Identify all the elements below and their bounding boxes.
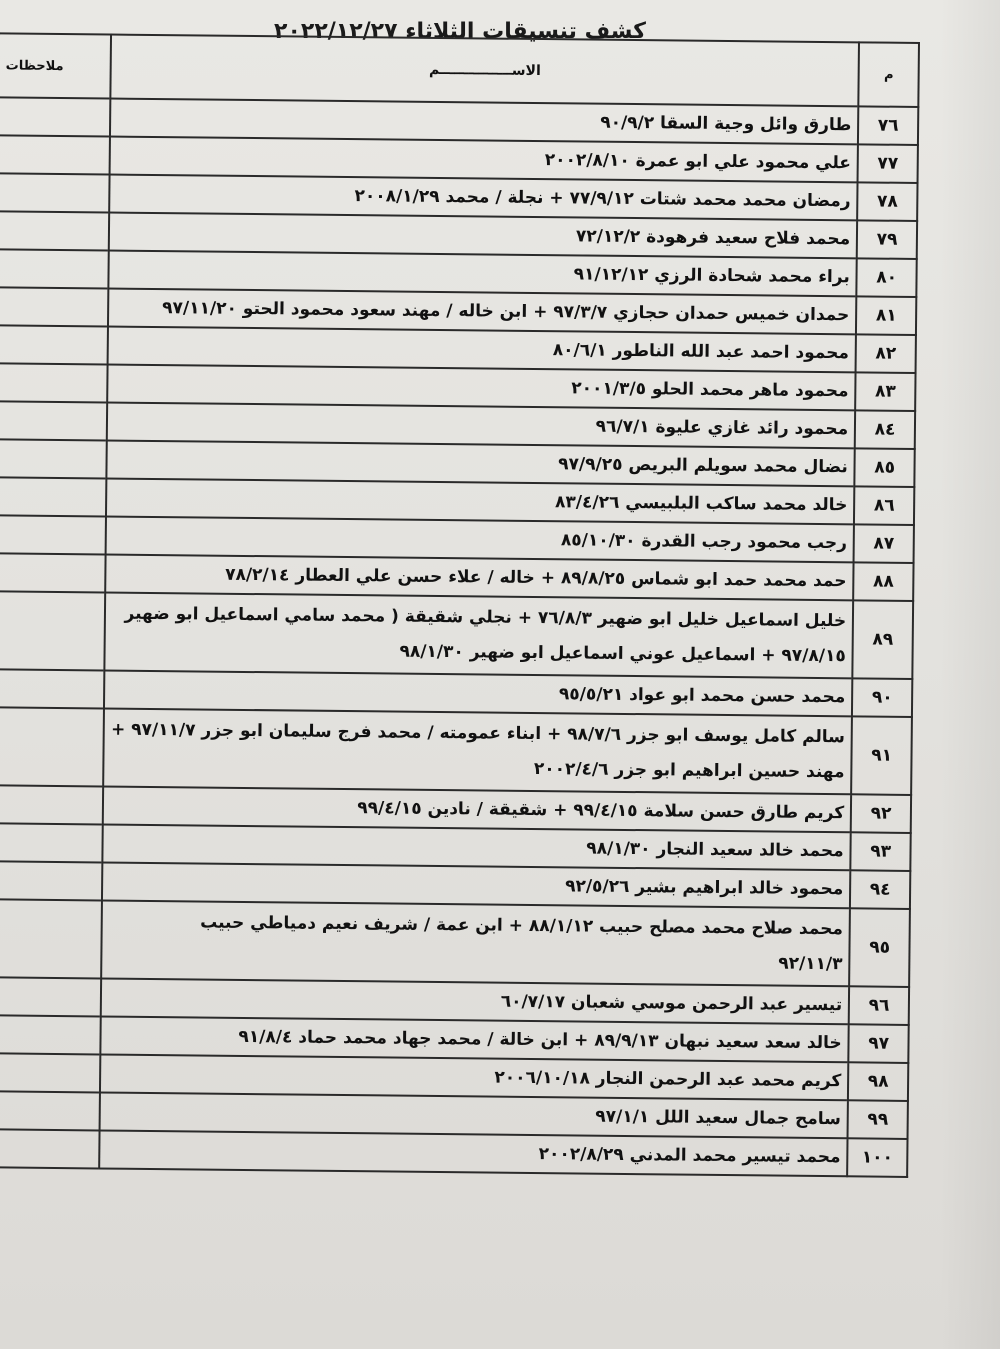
row-number: ٧٩ xyxy=(857,220,917,259)
table-row xyxy=(0,707,912,795)
row-notes-cell xyxy=(0,325,108,364)
row-name-line: سامح جمال سعيد اللل ٩٧/١/١ xyxy=(595,1106,842,1129)
row-notes-cell xyxy=(0,439,107,478)
row-notes-cell xyxy=(0,477,107,516)
row-notes-cell xyxy=(0,401,107,440)
row-notes-cell xyxy=(0,173,110,212)
row-name-line: ٩٧/٨/١٥ + اسماعيل عوني اسماعيل ابو ضهير ٩٨/١/٣٠ xyxy=(399,641,846,667)
row-number: ٩٩ xyxy=(848,1100,908,1139)
document-title: كشف تنسيقات الثلاثاء ٢٠٢٢/١٢/٢٧ xyxy=(274,19,646,44)
row-number: ٩٠ xyxy=(852,678,912,717)
row-name-line: حمد محمد حمد ابو شماس ٨٩/٨/٢٥ + خاله / علاء حسن علي العطار ٧٨/٢/١٤ xyxy=(225,564,847,591)
row-number: ٨١ xyxy=(856,296,916,335)
row-name-line: نضال محمد سويلم البريص ٩٧/٩/٢٥ xyxy=(558,453,848,477)
row-name-line: براء محمد شحادة الرزي ٩١/١٢/١٢ xyxy=(573,263,850,287)
row-name-line: محمد صلاح محمد مصلح حبيب ٨٨/١/١٢ + ابن عمة / شريف نعيم دمياطي حبيب xyxy=(200,912,844,940)
row-notes-cell xyxy=(0,97,111,136)
row-notes-cell xyxy=(0,249,109,288)
row-number: ٩٤ xyxy=(850,870,910,909)
row-notes-cell xyxy=(0,287,109,326)
row-name-line: محمد خالد سعيد النجار ٩٨/١/٣٠ xyxy=(586,838,844,861)
row-number: ٨٨ xyxy=(853,562,913,601)
row-notes-cell xyxy=(0,1129,100,1168)
row-name-cell xyxy=(103,708,852,794)
row-name-line: رجب محمود رجب القدرة ٨٥/١٠/٣٠ xyxy=(560,529,848,553)
table-header-row xyxy=(0,33,919,107)
row-name-line: خليل اسماعيل خليل ابو ضهير ٧٦/٨/٣ + نجلي شقيقة ( محمد سامي اسماعيل ابو ضهير xyxy=(124,603,847,632)
row-notes-cell xyxy=(0,669,105,708)
row-number: ٩٧ xyxy=(849,1024,909,1063)
row-notes-cell xyxy=(0,515,106,554)
row-number: ٩٣ xyxy=(851,832,911,871)
row-name-line: محمد تيسير محمد المدني ٢٠٠٢/٨/٢٩ xyxy=(538,1143,841,1167)
row-notes-cell xyxy=(0,553,106,592)
row-name-line: محمد حسن محمد ابو عواد ٩٥/٥/٢١ xyxy=(558,683,846,707)
names-table xyxy=(0,32,920,1178)
row-name-line: محمود خالد ابراهيم بشير ٩٢/٥/٢٦ xyxy=(565,875,844,899)
row-name-line: حمدان خميس حمدان حجازي ٩٧/٣/٧ + ابن خاله / مهند سعود محمود الحتو ٩٧/١١/٢٠ xyxy=(162,297,850,325)
row-name-line: ٩٢/١١/٣ xyxy=(778,953,843,975)
row-name-line: محمود احمد عبد الله الناطور ٨٠/٦/١ xyxy=(552,339,850,363)
row-number: ٨٥ xyxy=(855,448,915,487)
row-notes-cell xyxy=(0,1091,100,1130)
row-number: ٧٦ xyxy=(858,106,918,145)
row-name-line: طارق وائل وجية السقا ٩٠/٩/٢ xyxy=(600,112,852,135)
row-name-line: رمضان محمد محمد شتات ٧٧/٩/١٢ + نجلة / محمد ٢٠٠٨/١/٢٩ xyxy=(354,185,851,211)
row-number: ٨٢ xyxy=(856,334,916,373)
row-name-line: علي محمود علي ابو عمرة ٢٠٠٢/٨/١٠ xyxy=(544,149,852,173)
row-name-line: محمد فلاح سعيد فرهودة ٧٢/١٢/٢ xyxy=(575,225,851,249)
row-number: ٨٩ xyxy=(853,600,914,679)
row-number: ٨٣ xyxy=(855,372,915,411)
row-notes-cell xyxy=(0,707,104,786)
row-notes-cell xyxy=(0,785,103,824)
row-notes-cell xyxy=(0,1015,101,1054)
row-number: ٧٨ xyxy=(857,182,917,221)
row-number: ٨٤ xyxy=(855,410,915,449)
row-number: ١٠٠ xyxy=(847,1138,907,1177)
row-name-cell xyxy=(101,900,850,986)
row-number: ٩٦ xyxy=(849,986,909,1025)
row-name-line: كريم محمد عبد الرحمن النجار ٢٠٠٦/١٠/١٨ xyxy=(494,1067,842,1091)
row-number: ٧٧ xyxy=(858,144,918,183)
row-number: ٨٠ xyxy=(857,258,917,297)
page-fold-shadow xyxy=(940,0,1000,1349)
row-number: ٨٦ xyxy=(854,486,914,525)
table-row xyxy=(0,899,910,987)
row-name-cell xyxy=(105,593,854,679)
row-name-line: تيسير عبد الرحمن موسي شعبان ٦٠/٧/١٧ xyxy=(500,991,843,1015)
row-name-cell xyxy=(99,1130,847,1176)
row-number: ٨٧ xyxy=(854,524,914,563)
row-notes-cell xyxy=(0,823,103,862)
row-notes-cell xyxy=(0,135,110,174)
row-notes-cell xyxy=(0,591,106,670)
header-name: الاســـــــــــــــم xyxy=(111,35,860,107)
header-number: م xyxy=(859,42,919,107)
row-notes-cell xyxy=(0,861,103,900)
table-row xyxy=(0,591,913,679)
row-number: ٩٥ xyxy=(849,908,910,987)
row-notes-cell xyxy=(0,899,102,978)
table-body xyxy=(0,97,918,1177)
row-name-line: كريم طارق حسن سلامة ٩٩/٤/١٥ + شقيقة / نادين ٩٩/٤/١٥ xyxy=(357,797,845,823)
row-name-line: محمود رائد غازي عليوة ٩٦/٧/١ xyxy=(595,416,849,439)
row-notes-cell xyxy=(0,1053,101,1092)
row-number: ٩٨ xyxy=(848,1062,908,1101)
row-notes-cell xyxy=(0,363,108,402)
row-number: ٩٢ xyxy=(851,794,911,833)
row-name-line: سالم كامل يوسف ابو جزر ٩٨/٧/٦ + ابناء عمومته / محمد فرج سليمان ابو جزر ٩٧/١١/٧ + xyxy=(110,719,846,748)
row-notes-cell xyxy=(0,211,109,250)
row-name-line: خالد سعد سعيد نبهان ٨٩/٩/١٣ + ابن خالة / محمد جهاد محمد حماد ٩١/٨/٤ xyxy=(238,1026,842,1053)
row-name-line: خالد محمد ساكب البلبيسي ٨٣/٤/٢٦ xyxy=(555,491,848,515)
header-notes: ملاحظات xyxy=(0,33,111,98)
row-name-line: محمود ماهر محمد الحلو ٢٠٠١/٣/٥ xyxy=(571,377,849,401)
row-notes-cell xyxy=(0,977,101,1016)
row-number: ٩١ xyxy=(851,716,912,795)
row-name-line: مهند حسين ابراهيم ابو جزر ٢٠٠٢/٤/٦ xyxy=(533,758,845,783)
